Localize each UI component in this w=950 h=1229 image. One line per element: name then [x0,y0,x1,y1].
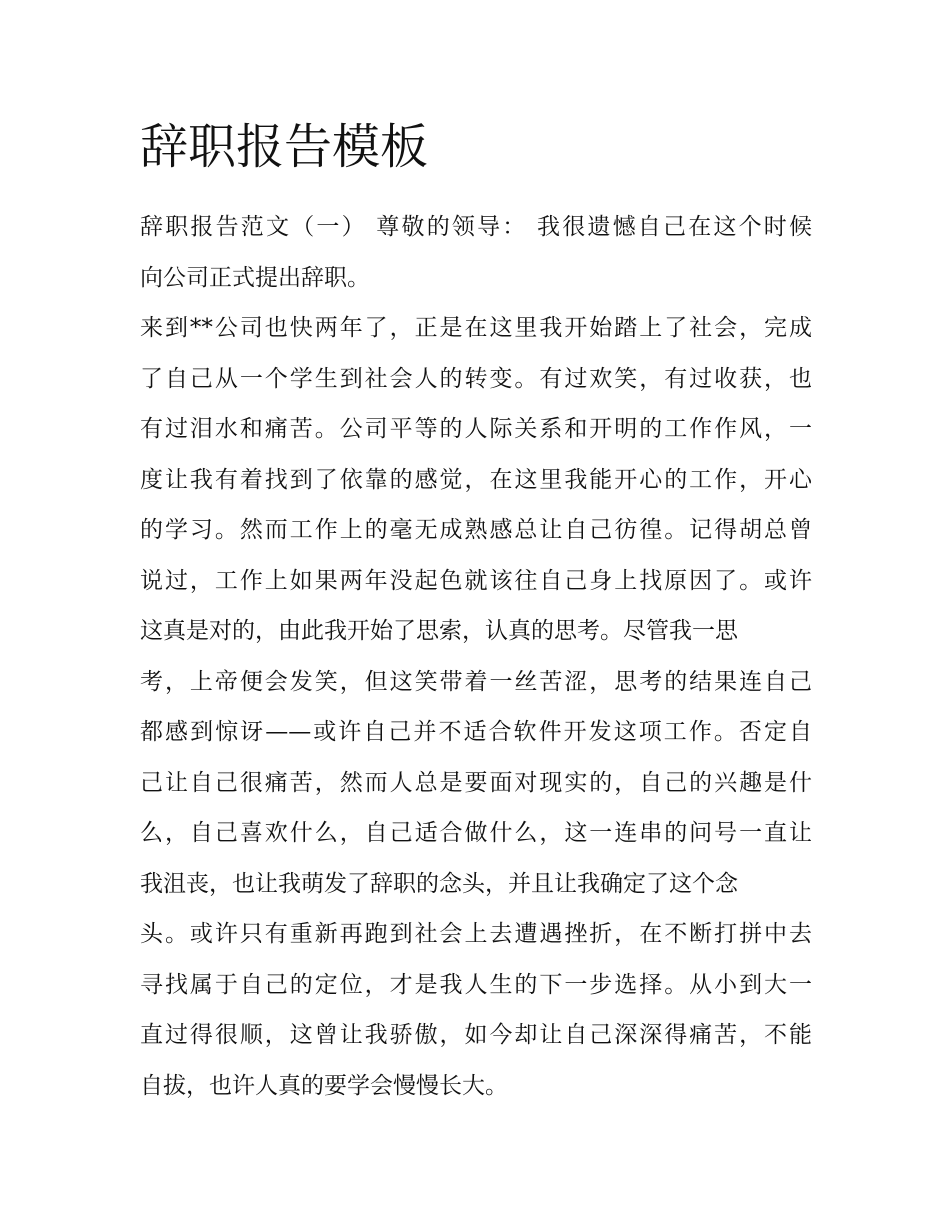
text-line: 寻找属于自己的定位，才是我人生的下一步选择。从小到大一 [140,971,812,998]
text-line: 辞职报告范文（一） 尊敬的领导： 我很遗憾自己在这个时候 [140,214,812,240]
paragraph-main [140,303,812,1111]
text-line: 了自己从一个学生到社会人的转变。有过欢笑，有过收获，也 [140,365,812,392]
text-line: 己让自己很痛苦，然而人总是要面对现实的，自己的兴趣是什 [140,769,812,796]
document-title: 辞职报告模板 [140,119,429,175]
text-line: 么，自己喜欢什么，自己适合做什么，这一连串的问号一直让 [140,820,812,846]
paragraph-intro [140,202,812,303]
text-line: 我沮丧，也让我萌发了辞职的念头，并且让我确定了这个念 [140,870,738,897]
text-line: 这真是对的，由此我开始了思索，认真的思考。尽管我一思 [140,618,738,644]
text-line: 度让我有着找到了依靠的感觉，在这里我能开心的工作，开心 [140,466,812,493]
document-body [140,202,812,1111]
text-line: 自拔，也许人真的要学会慢慢长大。 [140,1072,508,1099]
text-line: 的学习。然而工作上的毫无成熟感总让自己彷徨。记得胡总曾 [140,517,812,543]
text-line: 直过得很顺，这曾让我骄傲，如今却让自己深深得痛苦，不能 [140,1022,812,1048]
text-line: 向公司正式提出辞职。 [140,264,370,291]
text-line: 头。或许只有重新再跑到社会上去遭遇挫折，在不断打拼中去 [140,921,812,947]
text-line: 有过泪水和痛苦。公司平等的人际关系和开明的工作作风，一 [140,416,812,442]
text-line: 都感到惊讶——或许自己并不适合软件开发这项工作。否定自 [140,719,812,745]
text-line: 考，上帝便会发笑，但这笑带着一丝苦涩，思考的结果连自己 [140,668,812,695]
text-line: 说过，工作上如果两年没起色就该往自己身上找原因了。或许 [140,567,812,594]
text-line: 来到**公司也快两年了，正是在这里我开始踏上了社会，完成 [140,315,812,341]
